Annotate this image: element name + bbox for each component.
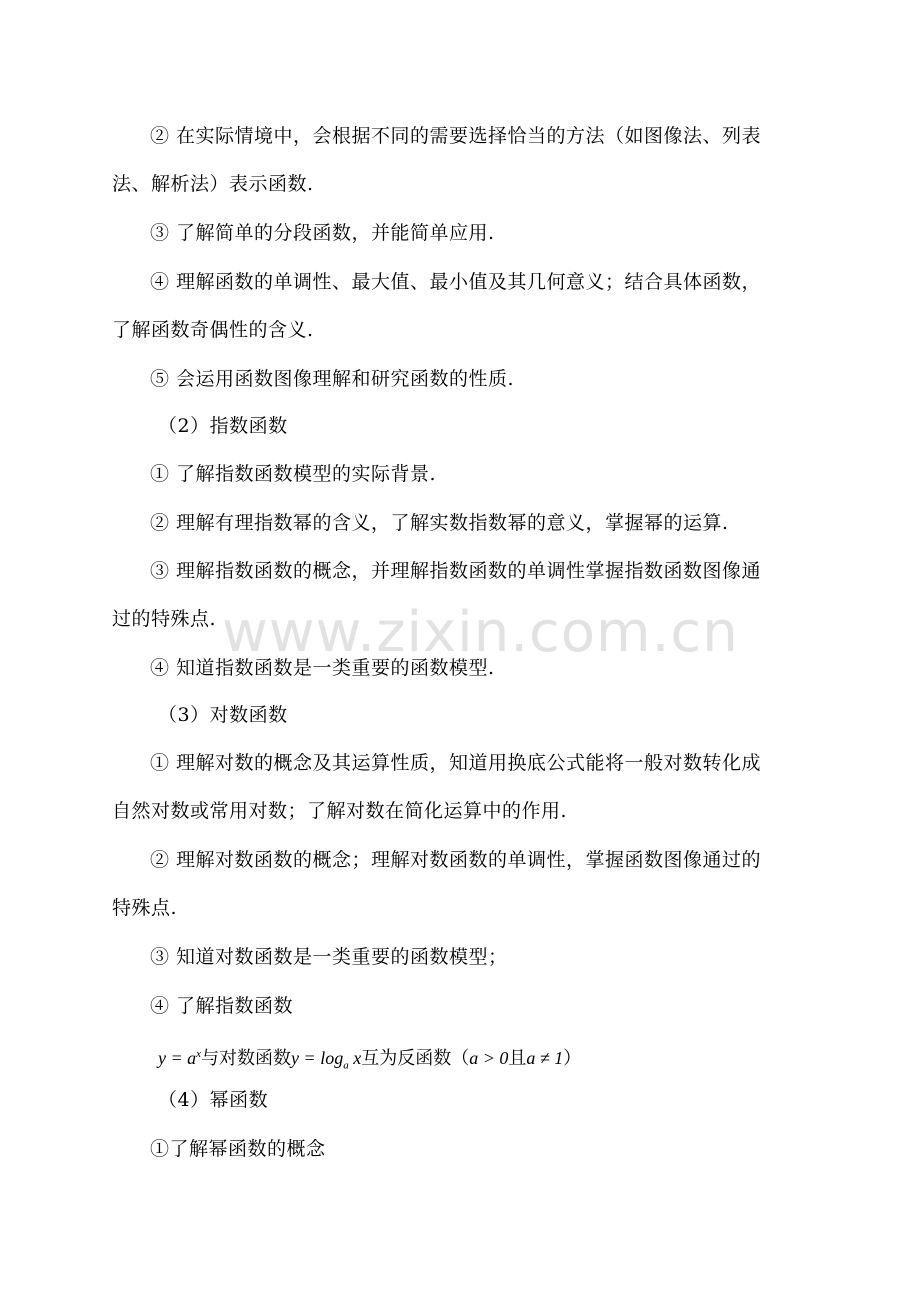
- formula-exp-y: y: [158, 1048, 166, 1068]
- exp-item-3-line-1: ③ 理解指数函数的概念，并理解指数函数的单调性掌握指数函数图像通: [150, 560, 762, 582]
- watermark: www.zixin.com.cn: [222, 600, 739, 665]
- log-item-4: ④ 了解指数函数: [150, 995, 294, 1017]
- section-heading-exponential: （2）指数函数: [158, 415, 288, 437]
- exp-item-1: ① 了解指数函数模型的实际背景.: [150, 463, 437, 485]
- formula-log-arg: x: [348, 1048, 362, 1068]
- log-item-1-line-2: 自然对数或常用对数；了解对数在简化运算中的作用.: [112, 800, 568, 822]
- formula-cond-one: 1: [554, 1048, 564, 1068]
- section-heading-logarithmic: （3）对数函数: [158, 704, 288, 726]
- log-item-2-line-2: 特殊点.: [112, 897, 178, 919]
- exp-item-2: ② 理解有理指数幂的含义，了解实数指数幂的意义，掌握幂的运算.: [150, 512, 729, 534]
- formula-log-base: a: [343, 1059, 349, 1072]
- log-item-1-line-1: ① 理解对数的概念及其运算性质，知道用换底公式能将一般对数转化成: [150, 752, 762, 774]
- formula-cond-gt: >: [478, 1048, 500, 1068]
- formula-text-mid: 与对数函数: [201, 1048, 292, 1069]
- log-item-3: ③ 知道对数函数是一类重要的函数模型；: [150, 946, 508, 968]
- formula-cond-ne: ≠: [535, 1048, 555, 1068]
- log-item-2-line-1: ② 理解对数函数的概念；理解对数函数的单调性，掌握函数图像通过的: [150, 849, 762, 871]
- item-4-text-line-2: 了解函数奇偶性的含义.: [112, 319, 314, 341]
- formula-exp-base: a: [187, 1048, 197, 1068]
- formula-log-equals: =: [299, 1048, 321, 1068]
- item-3-text: ③ 了解简单的分段函数，并能简单应用.: [150, 222, 495, 244]
- item-2-text-line-2: 法、解析法）表示函数.: [112, 173, 314, 195]
- item-5-text: ⑤ 会运用函数图像理解和研究函数的性质.: [150, 368, 515, 390]
- formula-exp-equals: =: [166, 1048, 188, 1068]
- exp-item-3-line-2: 过的特殊点.: [112, 608, 217, 630]
- inverse-function-formula: [158, 1040, 581, 1080]
- item-2-text-line-1: ② 在实际情境中，会根据不同的需要选择恰当的方法（如图像法、列表: [150, 125, 762, 147]
- formula-cond-and: 且: [508, 1048, 527, 1069]
- section-heading-power: （4）幂函数: [158, 1089, 269, 1111]
- formula-cond-a1: a: [469, 1048, 479, 1068]
- formula-cond-a2: a: [526, 1048, 536, 1068]
- formula-text-end: 互为反函数（: [361, 1048, 470, 1069]
- formula-exp-exponent: x: [196, 1048, 202, 1060]
- formula-log-y: y: [291, 1048, 300, 1068]
- formula-cond-zero: 0: [499, 1048, 509, 1068]
- item-4-text-line-1: ④ 理解函数的单调性、最大值、最小值及其几何意义；结合具体函数，: [150, 271, 762, 293]
- formula-log-fn: log: [320, 1048, 344, 1068]
- power-item-1: ①了解幂函数的概念: [150, 1138, 326, 1160]
- exp-item-4: ④ 知道指数函数是一类重要的函数模型.: [150, 657, 495, 679]
- formula-close-paren: ）: [563, 1048, 582, 1069]
